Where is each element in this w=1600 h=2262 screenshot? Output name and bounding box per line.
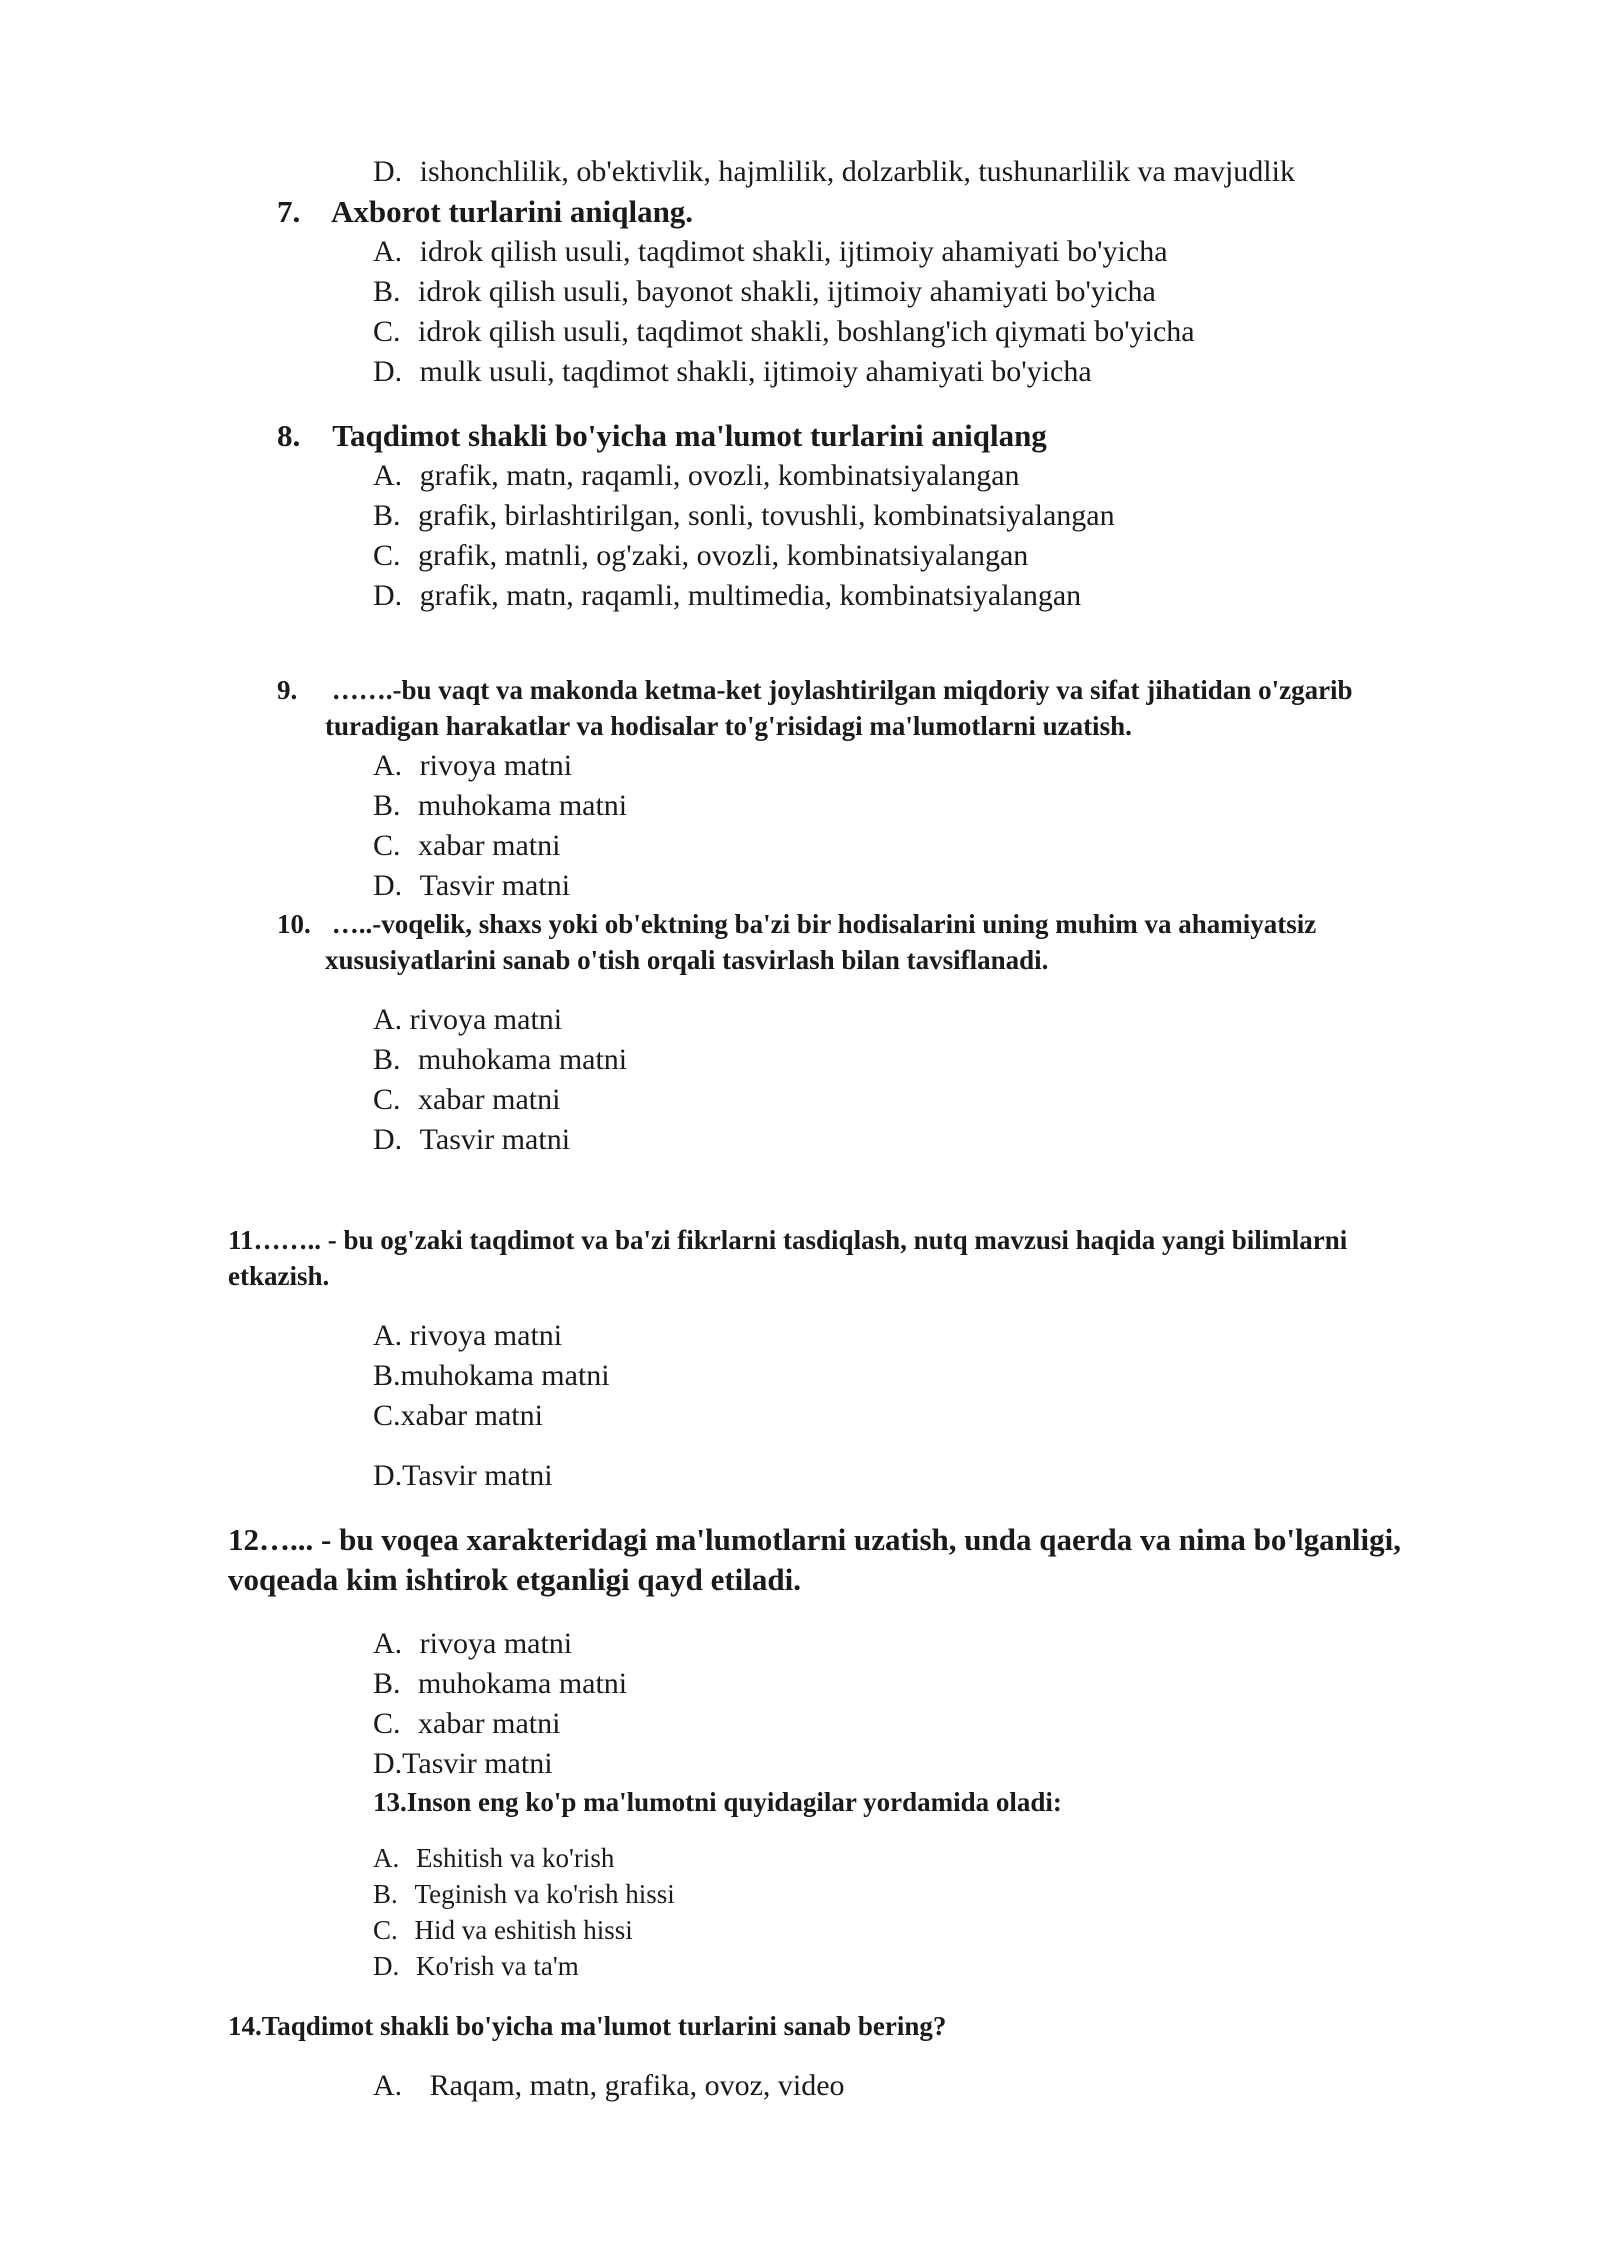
option-text: xabar matni xyxy=(418,1707,561,1740)
answer-option-d xyxy=(373,152,1295,192)
question-text-line-1: …….-bu vaqt va makonda ketma-ket joylashtirilgan miqdoriy va sifat jihatidan o'zgarib xyxy=(331,675,1353,705)
question-number: 8. xyxy=(277,418,301,453)
option-text: mulk usuli, taqdimot shakli, ijtimoiy ahamiyati bo'yicha xyxy=(419,355,1092,388)
option-text: Tasvir matni xyxy=(419,869,571,902)
option-letter: A. xyxy=(373,749,403,782)
option-text: ishonchlilik, ob'ektivlik, hajmlilik, dolzarblik, tushunarlilik va mavjudlik xyxy=(419,155,1295,188)
option-text: idrok qilish usuli, bayonot shakli, ijtimoiy ahamiyati bo'yicha xyxy=(418,275,1156,308)
answer-option-c xyxy=(373,826,560,866)
option-letter: A. xyxy=(373,2069,403,2102)
option-letter: A. xyxy=(373,1627,403,1660)
option-text: muhokama matni xyxy=(418,1043,628,1076)
option-text: Raqam, matn, grafika, ovoz, video xyxy=(429,2069,845,2102)
option-letter: A. xyxy=(373,235,403,268)
answer-option-a: A. rivoya matni xyxy=(373,1003,563,1036)
question-text: Axborot turlarini aniqlang. xyxy=(331,194,694,229)
option-text: muhokama matni xyxy=(418,1667,628,1700)
answer-option-b xyxy=(373,496,1115,536)
answer-option-a xyxy=(373,456,1020,496)
option-letter: A. xyxy=(373,459,403,492)
question-number: 9. xyxy=(277,675,298,705)
question-text-line-2: xususiyatlarini sanab o'tish orqali tasvirlash bilan tavsiflanadi. xyxy=(325,945,1049,975)
question-number: 7. xyxy=(277,194,301,229)
question-number: 10. xyxy=(277,909,311,939)
answer-option-c xyxy=(373,536,1028,576)
answer-option-a xyxy=(373,746,572,786)
option-letter: C. xyxy=(373,1083,401,1116)
answer-option-b xyxy=(373,272,1156,312)
question-9 xyxy=(277,672,1353,708)
option-letter: C. xyxy=(373,1707,401,1740)
answer-option-d xyxy=(373,866,570,906)
answer-option-a xyxy=(373,232,1168,272)
option-letter: B. xyxy=(373,1043,401,1076)
question-text: Taqdimot shakli bo'yicha ma'lumot turlarini aniqlang xyxy=(332,418,1047,453)
option-text: xabar matni xyxy=(418,1083,561,1116)
answer-option-b xyxy=(373,1876,675,1912)
option-text: Ko'rish va ta'm xyxy=(416,1951,579,1981)
option-letter: C. xyxy=(373,829,401,862)
answer-option-c: C.xabar matni xyxy=(373,1399,543,1432)
question-12-line-2: voqeada kim ishtirok etganligi qayd etiladi. xyxy=(228,1562,802,1597)
answer-option-d xyxy=(373,352,1092,392)
option-letter: B. xyxy=(373,789,401,822)
answer-option-b: B.muhokama matni xyxy=(373,1359,610,1392)
question-text-line-2: turadigan harakatlar va hodisalar to'g'risidagi ma'lumotlarni uzatish. xyxy=(325,711,1132,741)
option-text: rivoya matni xyxy=(419,749,573,782)
option-text: grafik, matnli, og'zaki, ovozli, kombinatsiyalangan xyxy=(418,539,1029,572)
answer-option-d: D.Tasvir matni xyxy=(373,1747,553,1780)
option-letter: D. xyxy=(373,355,403,388)
question-8 xyxy=(277,416,1047,456)
question-13: 13.Inson eng ko'p ma'lumotni quyidagilar yordamida oladi: xyxy=(373,1787,1062,1817)
option-text: idrok qilish usuli, taqdimot shakli, boshlang'ich qiymati bo'yicha xyxy=(418,315,1195,348)
option-text: Tasvir matni xyxy=(419,1123,571,1156)
question-10 xyxy=(277,906,1316,942)
option-letter: A. xyxy=(373,1843,400,1873)
option-letter: B. xyxy=(373,499,401,532)
option-letter: B. xyxy=(373,1879,398,1909)
answer-option-a xyxy=(373,1840,614,1876)
option-letter: B. xyxy=(373,275,401,308)
answer-option-b xyxy=(373,1664,627,1704)
answer-option-c xyxy=(373,1912,633,1948)
option-text: Teginish va ko'rish hissi xyxy=(414,1879,675,1909)
option-letter: D. xyxy=(373,1951,400,1981)
question-11-line-2: etkazish. xyxy=(228,1261,330,1291)
question-12-line-1: 12…... - bu voqea xarakteridagi ma'lumotlarni uzatish, unda qaerda va nima bo'lganligi, xyxy=(228,1522,1401,1557)
option-letter: C. xyxy=(373,1915,398,1945)
answer-option-a xyxy=(373,1624,572,1664)
option-text: xabar matni xyxy=(418,829,561,862)
answer-option-c xyxy=(373,312,1195,352)
option-letter: D. xyxy=(373,1123,403,1156)
answer-option-d: D.Tasvir matni xyxy=(373,1459,553,1492)
option-letter: D. xyxy=(373,579,403,612)
option-text: rivoya matni xyxy=(419,1627,573,1660)
option-text: grafik, birlashtirilgan, sonli, tovushli, kombinatsiyalangan xyxy=(418,499,1115,532)
question-11-line-1: 11…….. - bu og'zaki taqdimot va ba'zi fikrlarni tasdiqlash, nutq mavzusi haqida yangi bilimlarni xyxy=(228,1225,1348,1255)
option-letter: C. xyxy=(373,315,401,348)
option-letter: B. xyxy=(373,1667,401,1700)
option-text: Eshitish va ko'rish xyxy=(416,1843,615,1873)
option-text: idrok qilish usuli, taqdimot shakli, ijtimoiy ahamiyati bo'yicha xyxy=(419,235,1168,268)
answer-option-d xyxy=(373,1948,579,1984)
question-text-line-1: …..-voqelik, shaxs yoki ob'ektning ba'zi bir hodisalarini uning muhim va ahamiyatsiz xyxy=(331,909,1317,939)
question-7 xyxy=(277,192,693,232)
answer-option-b xyxy=(373,1040,627,1080)
option-letter: D. xyxy=(373,869,403,902)
option-letter: D. xyxy=(373,155,403,188)
answer-option-b xyxy=(373,786,627,826)
option-text: grafik, matn, raqamli, multimedia, kombinatsiyalangan xyxy=(419,579,1082,612)
question-14: 14.Taqdimot shakli bo'yicha ma'lumot turlarini sanab bering? xyxy=(228,2011,947,2041)
option-letter: C. xyxy=(373,539,401,572)
answer-option-a xyxy=(373,2066,845,2106)
option-text: muhokama matni xyxy=(418,789,628,822)
answer-option-a: A. rivoya matni xyxy=(373,1319,563,1352)
answer-option-d xyxy=(373,576,1081,616)
answer-option-d xyxy=(373,1120,570,1160)
option-text: Hid va eshitish hissi xyxy=(414,1915,633,1945)
option-text: grafik, matn, raqamli, ovozli, kombinatsiyalangan xyxy=(419,459,1020,492)
answer-option-c xyxy=(373,1704,560,1744)
answer-option-c xyxy=(373,1080,560,1120)
